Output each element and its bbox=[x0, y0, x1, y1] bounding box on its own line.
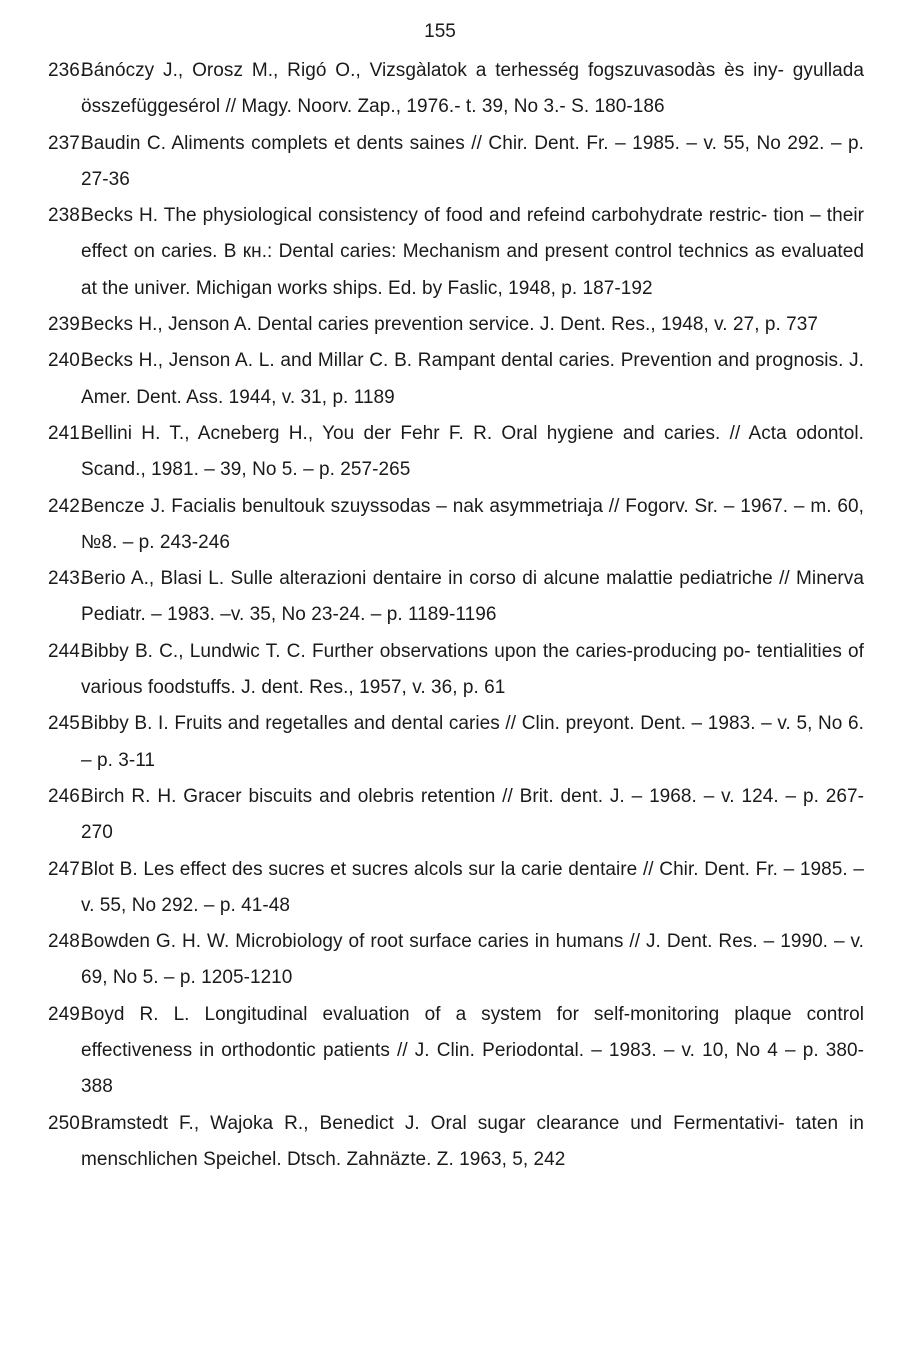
reference-text-continuation: 1967. – m. 60, №8. – p. 243-246 bbox=[81, 495, 864, 553]
reference-number: 246. bbox=[48, 785, 86, 807]
reference-text-first-line: Bibby B. C., Lundwic T. C. Further observations upon the caries-producing po- bbox=[81, 640, 751, 662]
reference-number: 244. bbox=[48, 640, 86, 662]
reference-text-continuation: tentialities of various foodstuffs. J. dent. Res., 1957, v. 36, p. 61 bbox=[81, 640, 864, 699]
reference-text-continuation: p. 737 bbox=[764, 314, 819, 336]
reference-number: 248. bbox=[48, 931, 86, 953]
reference-number: 247. bbox=[48, 858, 86, 880]
reference-item bbox=[48, 852, 864, 925]
reference-item bbox=[48, 997, 864, 1106]
reference-text-continuation: – p. 267-270 bbox=[81, 785, 864, 844]
reference-number: 240. bbox=[48, 350, 86, 372]
reference-list bbox=[48, 53, 864, 1178]
reference-text-continuation: 1990. – v. 69, No 5. – p. 1205-1210 bbox=[81, 931, 864, 989]
reference-text-first-line: Bánóczy J., Orosz M., Rigó O., Vizsgàlatok a terhesség fogszuvasodàs ès iny- bbox=[81, 60, 784, 81]
reference-text-first-line: Bellini H. T., Acneberg H., You der Fehr F. R. Oral hygiene and caries. // Acta bbox=[81, 422, 787, 444]
reference-item bbox=[48, 706, 864, 779]
reference-item bbox=[48, 561, 864, 634]
reference-text-first-line: Blot B. Les effect des sucres et sucres alcols sur la carie dentaire // Chir. Dent. bbox=[81, 858, 750, 880]
reference-text-first-line: Becks H., Jenson A. Dental caries prevention service. J. Dent. Res., 1948, v. 27, bbox=[81, 314, 760, 336]
reference-item bbox=[48, 924, 864, 997]
reference-item bbox=[48, 634, 864, 707]
reference-item bbox=[48, 53, 864, 126]
reference-text-continuation: effectiveness in orthodontic patients // J. Clin. Periodontal. – 1983. – v. 10, No 4 – p. 380-388 bbox=[81, 1040, 864, 1098]
reference-number: 236. bbox=[48, 60, 86, 81]
reference-item bbox=[48, 1106, 864, 1179]
reference-text-continuation: – v. 5, No 6. – p. 3-11 bbox=[81, 713, 864, 771]
reference-text-continuation: taten in menschlichen Speichel. Dtsch. Zahnäzte. Z. 1963, 5, 242 bbox=[81, 1112, 864, 1170]
reference-number: 243. bbox=[48, 568, 86, 590]
reference-text-continuation: Fr. – 1985. – v. 55, No 292. – p. 41-48 bbox=[81, 858, 864, 916]
reference-text-first-line: Baudin C. Aliments complets et dents saines // Chir. Dent. Fr. – 1985. – v. 55, bbox=[81, 132, 750, 154]
reference-text-continuation: prognosis. J. Amer. Dent. Ass. 1944, v. 31, p. 1189 bbox=[81, 350, 864, 408]
reference-item bbox=[48, 416, 864, 489]
reference-text-first-line: Bramstedt F., Wajoka R., Benedict J. Oral sugar clearance und Fermentativi- bbox=[81, 1112, 785, 1134]
reference-text-continuation: tion – their effect on caries. В кн.: Dental caries: Mechanism and present control technics as evaluated at the univer. Michigan works ships. Ed. by Faslic, 1948, p. 187-192 bbox=[81, 205, 864, 299]
reference-item bbox=[48, 489, 864, 562]
reference-item bbox=[48, 779, 864, 852]
reference-number: 239. bbox=[48, 314, 86, 336]
reference-text-first-line: Bibby B. I. Fruits and regetalles and dental caries // Clin. preyont. Dent. – 1983. bbox=[81, 713, 756, 735]
reference-text-first-line: Becks H. The physiological consistency of food and refeind carbohydrate restric- bbox=[81, 205, 768, 227]
reference-item bbox=[48, 307, 864, 343]
reference-number: 250. bbox=[48, 1112, 86, 1134]
reference-text-first-line: Becks H., Jenson A. L. and Millar C. B. Rampant dental caries. Prevention and bbox=[81, 350, 750, 372]
reference-text-first-line: Bencze J. Facialis benultouk szuyssodas – nak asymmetriaja // Fogorv. Sr. – bbox=[81, 495, 735, 517]
reference-text-first-line: Bowden G. H. W. Microbiology of root surface caries in humans // J. Dent. Res. – bbox=[81, 931, 775, 953]
reference-number: 249. bbox=[48, 1003, 86, 1025]
reference-text-continuation: No 292. – p. 27-36 bbox=[81, 132, 864, 190]
reference-number: 237. bbox=[48, 132, 86, 154]
reference-number: 241. bbox=[48, 422, 86, 444]
page-number: 155 bbox=[424, 21, 456, 42]
reference-text-first-line: Berio A., Blasi L. Sulle alterazioni dentaire in corso di alcune malattie pediatriche bbox=[81, 568, 773, 590]
reference-number: 242. bbox=[48, 495, 86, 517]
reference-item bbox=[48, 198, 864, 307]
reference-item bbox=[48, 126, 864, 199]
reference-text-continuation: odontol. Scand., 1981. – 39, No 5. – p. 257-265 bbox=[81, 422, 864, 481]
reference-text-continuation: gyullada összefüggesérol // Magy. Noorv. Zap., 1976.- t. 39, No 3.- S. 180-186 bbox=[81, 60, 864, 118]
reference-item bbox=[48, 343, 864, 416]
reference-number: 238. bbox=[48, 205, 86, 227]
reference-text-continuation: // Minerva Pediatr. – 1983. –v. 35, No 23-24. – p. 1189-1196 bbox=[81, 568, 864, 626]
reference-number: 245. bbox=[48, 713, 86, 735]
reference-text-first-line: Boyd R. L. Longitudinal evaluation of a system for self-monitoring plaque control bbox=[81, 1003, 864, 1025]
reference-text-first-line: Birch R. H. Gracer biscuits and olebris retention // Brit. dent. J. – 1968. – v. 124. bbox=[81, 785, 779, 807]
